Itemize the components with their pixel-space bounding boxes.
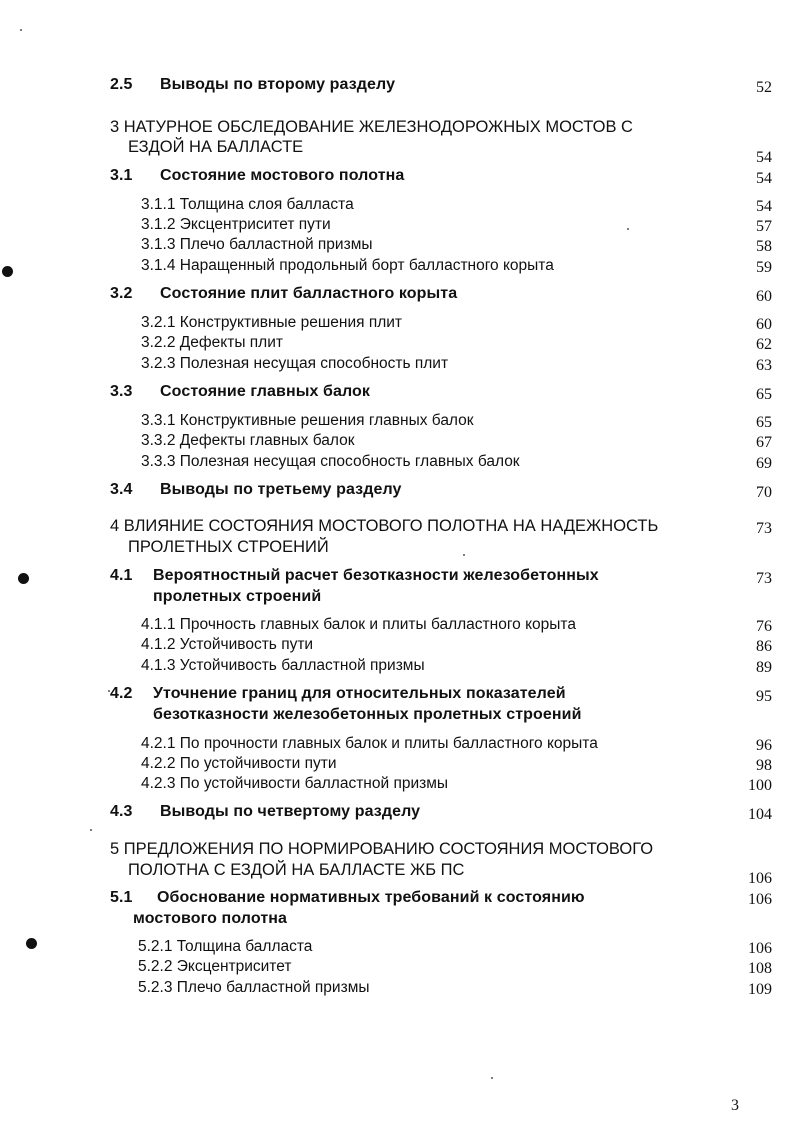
toc-title-line1: Вероятностный расчет безотказности железобетонных xyxy=(153,567,599,584)
toc-title: 3.3.1 Конструктивные решения главных балок xyxy=(141,412,474,429)
toc-title: 3.3.3 Полезная несущая способность главных балок xyxy=(141,453,520,470)
page-number: 3 xyxy=(731,1097,739,1114)
toc-title-line2: мостового полотна xyxy=(133,910,288,927)
toc-page-number: 95 xyxy=(756,688,772,705)
toc-title: 3.1.4 Наращенный продольный борт балластного корыта xyxy=(141,257,554,274)
toc-page-number: 57 xyxy=(756,218,772,235)
toc-number: 4.3 xyxy=(110,803,133,820)
toc-page-number: 109 xyxy=(748,981,772,998)
toc-title-line1: Обоснование нормативных требований к состоянию xyxy=(157,889,585,906)
scan-speck xyxy=(627,228,629,230)
toc-title: Состояние плит балластного корыта xyxy=(160,285,458,302)
chapter-title-line2: ПОЛОТНА С ЕЗДОЙ НА БАЛЛАСТЕ ЖБ ПС xyxy=(128,861,465,879)
toc-page-number: 62 xyxy=(756,336,772,353)
scan-speck xyxy=(491,1077,493,1079)
toc-number: 4.1 xyxy=(110,567,133,584)
toc-title: Выводы по четвертому разделу xyxy=(160,803,421,820)
toc-page-number: 73 xyxy=(756,520,772,537)
toc-page-number: 108 xyxy=(748,960,772,977)
toc-title: 3.1.2 Эксцентриситет пути xyxy=(141,216,331,233)
toc-page-number: 60 xyxy=(756,316,772,333)
toc-title: 3.2.3 Полезная несущая способность плит xyxy=(141,355,449,372)
toc-page-number: 86 xyxy=(756,638,772,655)
toc-page-number: 54 xyxy=(756,198,772,215)
toc-title: Выводы по третьему разделу xyxy=(160,481,402,498)
toc-title: 5.2.1 Толщина балласта xyxy=(138,938,313,955)
toc-title: 3.1.1 Толщина слоя балласта xyxy=(141,196,354,213)
chapter-title-line2: ЕЗДОЙ НА БАЛЛАСТЕ xyxy=(128,138,304,156)
toc-page-number: 65 xyxy=(756,414,772,431)
toc-title-line1: Уточнение границ для относительных показателей xyxy=(153,685,566,702)
toc-title: 4.2.3 По устойчивости балластной призмы xyxy=(141,775,449,792)
toc-title: 4.1.2 Устойчивость пути xyxy=(141,636,314,653)
toc-number: 3.1 xyxy=(110,167,133,184)
toc-page-number: 98 xyxy=(756,757,772,774)
toc-title: 3.3.2 Дефекты главных балок xyxy=(141,432,355,449)
toc-page-number: 65 xyxy=(756,386,772,403)
toc-title: 5.2.3 Плечо балластной призмы xyxy=(138,979,370,996)
toc-page-number: 60 xyxy=(756,288,772,305)
toc-title-line2: безотказности железобетонных пролетных строений xyxy=(153,706,582,723)
toc-number: 2.5 xyxy=(110,76,133,93)
toc-number: 3.4 xyxy=(110,481,133,498)
toc-page-number: 106 xyxy=(748,870,772,887)
scan-speck xyxy=(20,29,22,31)
toc-page-number: 67 xyxy=(756,434,772,451)
toc-number: 4.2 xyxy=(110,685,133,702)
toc-page-number: 106 xyxy=(748,891,772,908)
toc-title: 3.2.2 Дефекты плит xyxy=(141,334,283,351)
toc-page-number: 63 xyxy=(756,357,772,374)
toc-title: 3.1.3 Плечо балластной призмы xyxy=(141,236,373,253)
toc-title: Состояние мостового полотна xyxy=(160,167,405,184)
punch-hole-mark xyxy=(26,938,37,949)
toc-title: 3.2.1 Конструктивные решения плит xyxy=(141,314,403,331)
toc-page-number: 54 xyxy=(756,170,772,187)
scan-speck xyxy=(90,829,92,831)
toc-page-number: 73 xyxy=(756,570,772,587)
toc-page-number: 76 xyxy=(756,618,772,635)
punch-hole-mark xyxy=(18,573,29,584)
toc-page-number: 70 xyxy=(756,484,772,501)
punch-hole-mark xyxy=(2,266,13,277)
toc-title: Состояние главных балок xyxy=(160,383,371,400)
toc-page-number: 96 xyxy=(756,737,772,754)
toc-page-number: 89 xyxy=(756,659,772,676)
toc-number: 5.1 xyxy=(110,889,133,906)
toc-page-number: 100 xyxy=(748,777,772,794)
toc-page-number: 69 xyxy=(756,455,772,472)
scan-speck xyxy=(108,690,110,692)
toc-title: Выводы по второму разделу xyxy=(160,76,396,93)
toc-page-number: 52 xyxy=(756,79,772,96)
chapter-title-line2: ПРОЛЕТНЫХ СТРОЕНИЙ xyxy=(128,538,329,556)
toc-title: 4.2.1 По прочности главных балок и плиты балластного корыта xyxy=(141,735,598,752)
toc-number: 3.3 xyxy=(110,383,133,400)
toc-number: 3.2 xyxy=(110,285,133,302)
scan-speck xyxy=(463,554,465,556)
toc-title: 4.2.2 По устойчивости пути xyxy=(141,755,337,772)
toc-page-number: 59 xyxy=(756,259,772,276)
toc-page-number: 104 xyxy=(748,806,772,823)
chapter-title-line1: 4 ВЛИЯНИЕ СОСТОЯНИЯ МОСТОВОГО ПОЛОТНА НА НАДЕЖНОСТЬ xyxy=(110,517,659,535)
toc-title: 4.1.1 Прочность главных балок и плиты балластного корыта xyxy=(141,616,576,633)
toc-page-number: 106 xyxy=(748,940,772,957)
chapter-title-line1: 5 ПРЕДЛОЖЕНИЯ ПО НОРМИРОВАНИЮ СОСТОЯНИЯ МОСТОВОГО xyxy=(110,840,654,858)
toc-title-line2: пролетных строений xyxy=(153,588,322,605)
toc-page-number: 54 xyxy=(756,149,772,166)
toc-title: 5.2.2 Эксцентриситет xyxy=(138,958,292,975)
chapter-title-line1: 3 НАТУРНОЕ ОБСЛЕДОВАНИЕ ЖЕЛЕЗНОДОРОЖНЫХ МОСТОВ С xyxy=(110,118,633,136)
toc-title: 4.1.3 Устойчивость балластной призмы xyxy=(141,657,425,674)
toc-page-number: 58 xyxy=(756,238,772,255)
